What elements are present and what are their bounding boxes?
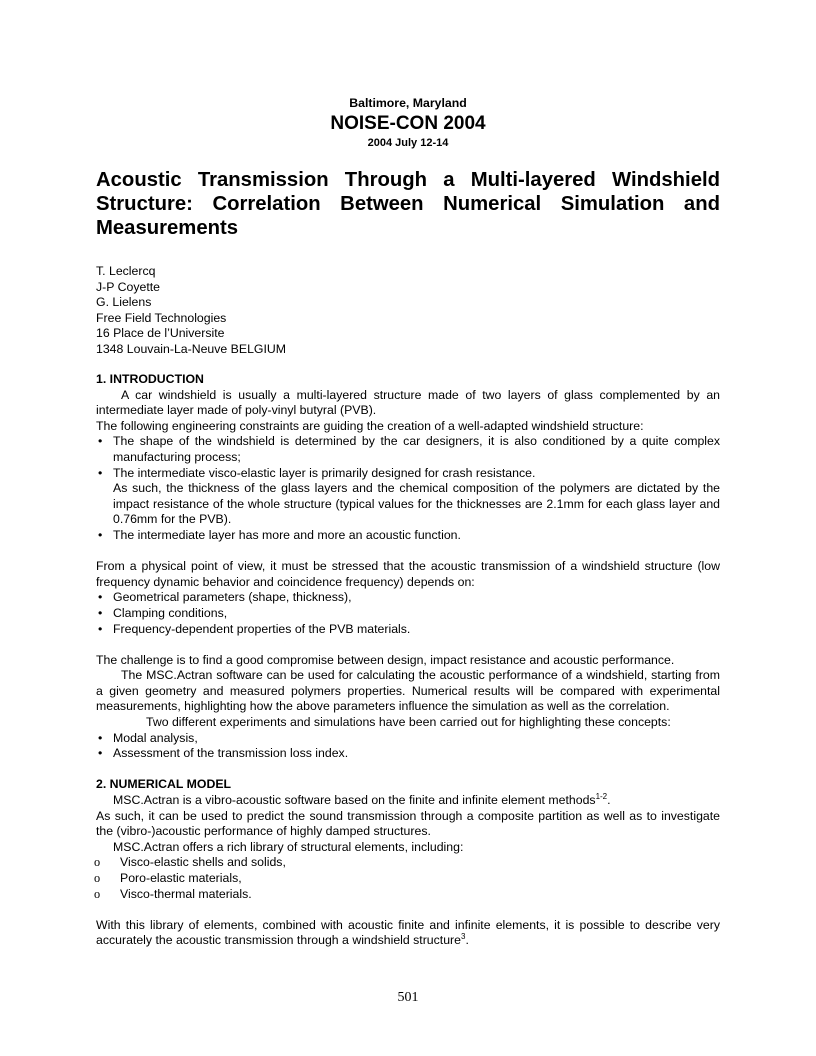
paragraph: MSC.Actran offers a rich library of structural elements, including: [113, 839, 464, 854]
paragraph: The following engineering constraints are guiding the creation of a well-adapted windshield structure: [96, 418, 644, 433]
paragraph: A car windshield is usually a multi-layered structure made of two layers of glass complemented by an intermediate layer made of poly-vinyl butyral (PVB). [96, 387, 720, 418]
bullet-list [96, 590, 720, 637]
bullet-icon: • [98, 730, 103, 745]
list-item: • Frequency-dependent properties of the PVB materials. [98, 621, 411, 636]
author: J-P Coyette [96, 279, 161, 294]
section-heading: 1. INTRODUCTION [96, 372, 204, 386]
list-item: • The intermediate visco-elastic layer is primarily designed for crash resistance. As such, the thickness of the glass layers and the chemical composition of the polymers are dictated by the impact resistance of the whole structure (typical values for the thicknesses are 2.1mm for each glass layer and 0.76mm for the PVB). [98, 465, 720, 527]
paragraph: MSC.Actran is a vibro-acoustic software based on the finite and infinite element methods$^{1-2}$. [113, 792, 611, 808]
bullet-icon: • [98, 434, 103, 449]
bullet-list [96, 434, 720, 543]
bullet-icon: • [98, 527, 103, 542]
omicron-bullet-icon: ο [94, 886, 101, 901]
citation: 1-2 [595, 792, 608, 802]
list-item: • Modal analysis, [98, 730, 198, 745]
list-item: • The shape of the windshield is determined by the car designers, it is also conditioned by a quite complex manufacturing process; [98, 434, 720, 464]
bullet-icon: • [98, 621, 103, 636]
list-item: • Assessment of the transmission loss index. [98, 746, 349, 761]
bullet-icon: • [98, 590, 103, 605]
paragraph: As such, it can be used to predict the sound transmission through a composite partition as well as to investigate the (vibro-)acoustic performance of highly damped structures. [96, 808, 720, 839]
paragraph: From a physical point of view, it must be stressed that the acoustic transmission of a windshield structure (low frequency dynamic behavior and coincidence frequency) depends on: [96, 559, 720, 589]
author: T. Leclercq [96, 264, 156, 278]
author-block [96, 264, 720, 358]
author: G. Lielens [96, 295, 152, 310]
list-item: • The intermediate layer has more and more an acoustic function. [98, 527, 461, 542]
conference-name: NOISE-CON 2004 [330, 113, 486, 134]
element-list [96, 855, 720, 902]
paragraph: Two different experiments and simulations have been carried out for highlighting these concepts: [146, 715, 671, 730]
paper-body [96, 372, 720, 949]
bullet-list [96, 731, 720, 762]
page-number: 501 [397, 990, 419, 1005]
list-item: ο Visco-elastic shells and solids, [94, 855, 286, 870]
citation: 3 [461, 932, 466, 942]
conference-location: Baltimore, Maryland [349, 96, 467, 110]
list-item: ο Poro-elastic materials, [94, 871, 242, 885]
paragraph: With this library of elements, combined with acoustic finite and infinite elements, it is possible to describe very accurately the acoustic transmission through a windshield structure$^3$. [96, 917, 720, 948]
conference-date: 2004 July 12-14 [367, 137, 449, 149]
affiliation-line: Free Field Technologies [96, 310, 227, 325]
bullet-icon: • [98, 746, 103, 761]
omicron-bullet-icon: ο [94, 855, 101, 870]
paper-title: Acoustic Transmission Through a Multi-layered Windshield Structure: Correlation Between Numerical Simulation and Measurements [96, 169, 720, 240]
affiliation-line: 16 Place de l’Universite [96, 326, 225, 341]
paragraph: The challenge is to find a good compromise between design, impact resistance and acoustic performance. [96, 652, 675, 667]
affiliation-line: 1348 Louvain-La-Neuve BELGIUM [96, 341, 287, 356]
bullet-icon: • [98, 605, 103, 620]
bullet-icon: • [98, 465, 103, 480]
omicron-bullet-icon: ο [94, 871, 101, 885]
list-item: ο Visco-thermal materials. [94, 886, 252, 901]
section-heading: 2. NUMERICAL MODEL [96, 777, 232, 792]
list-item: • Clamping conditions, [98, 605, 228, 620]
paragraph: The MSC.Actran software can be used for calculating the acoustic performance of a windshield, starting from a given geometry and measured polymers properties. Numerical results will be compared with experimental measurements, highlighting how the above parameters influence the simulation as well as the correlation. [96, 668, 720, 714]
list-item: • Geometrical parameters (shape, thickness), [98, 590, 352, 605]
